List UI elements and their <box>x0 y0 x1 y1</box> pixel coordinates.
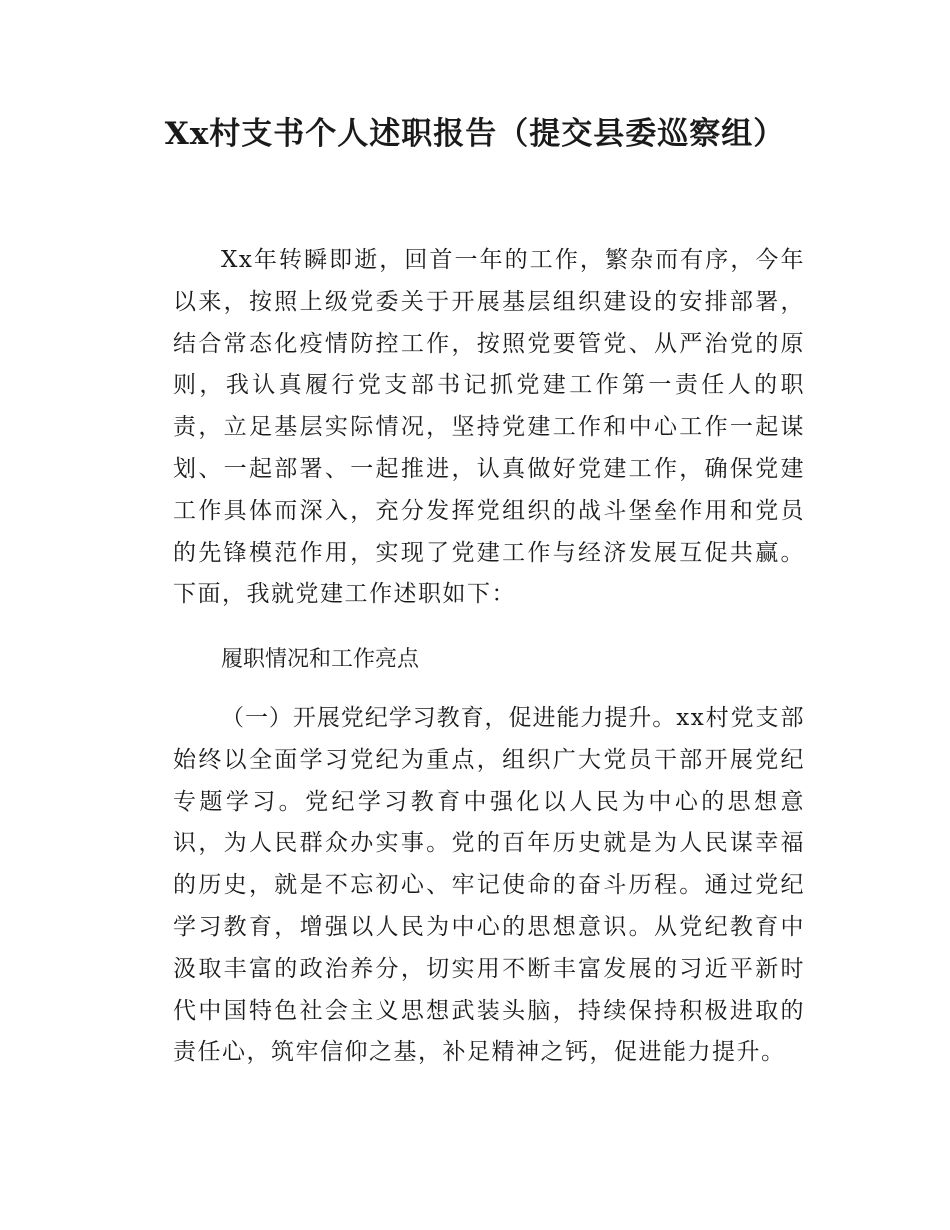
intro-paragraph: Xx年转瞬即逝，回首一年的工作，繁杂而有序，今年以来，按照上级党委关于开展基层组织建设的安排部署，结合常态化疫情防控工作，按照党要管党、从严治党的原则，我认真履行党支部书记抓党建工作第一责任人的职责，立足基层实际情况，坚持党建工作和中心工作一起谋划、一起部署、一起推进，认真做好党建工作，确保党建工作具体而深入，充分发挥党组织的战斗堡垒作用和党员的先锋模范作用，实现了党建工作与经济发展互促共赢。下面，我就党建工作述职如下： <box>173 247 805 608</box>
document-title: Xx村支书个人述职报告（提交县委巡察组） <box>164 116 786 152</box>
section-heading: 履职情况和工作亮点 <box>221 647 420 672</box>
subsection-lead: （一）开展党纪学习教育，促进能力提升。 <box>221 705 677 731</box>
subsection-paragraph <box>173 698 805 1074</box>
subsection-text: xx村党支部始终以全面学习党纪为重点，组织广大党员干部开展党纪专题学习。党纪学习教育中强化以人民为中心的思想意识，为人民群众办实事。党的百年历史就是为人民谋幸福的历史，就是不忘初心、牢记使命的奋斗历程。通过党纪学习教育，增强以人民为中心的思想意识。从党纪教育中汲取丰富的政治养分，切实用不断丰富发展的习近平新时代中国特色社会主义思想武装头脑，持续保持积极进取的责任心，筑牢信仰之基，补足精神之钙，促进能力提升。 <box>173 705 805 1066</box>
